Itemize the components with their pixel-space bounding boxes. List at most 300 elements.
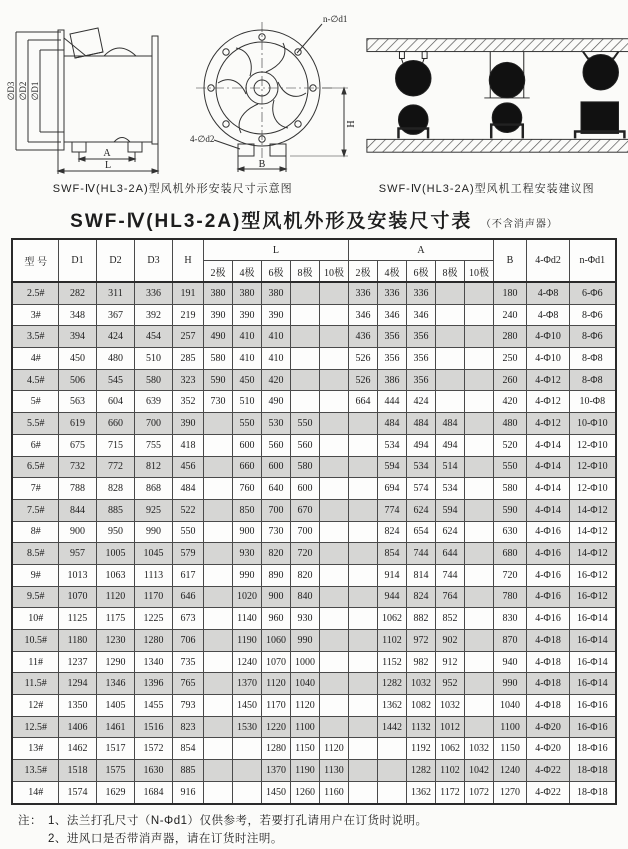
- table-cell: 780: [494, 586, 527, 608]
- table-cell: 4-Φ8: [527, 282, 570, 304]
- table-cell: 560: [261, 434, 290, 456]
- table-cell: 694: [377, 478, 406, 500]
- table-cell: 12-Φ10: [570, 478, 616, 500]
- table-cell: 380: [203, 282, 232, 304]
- table-cell: [348, 478, 377, 500]
- table-cell: 619: [58, 413, 96, 435]
- table-cell: 1032: [464, 738, 493, 760]
- table-cell: 1140: [232, 608, 261, 630]
- table-cell: 700: [290, 521, 319, 543]
- table-cell: 367: [96, 304, 134, 326]
- table-cell: 390: [172, 413, 203, 435]
- table-cell: [232, 781, 261, 803]
- table-cell: 484: [377, 413, 406, 435]
- table-cell: [203, 760, 232, 782]
- table-cell: 12.5#: [12, 716, 58, 738]
- table-cell: 436: [348, 326, 377, 348]
- table-cell: 580: [290, 456, 319, 478]
- table-cell: [464, 716, 493, 738]
- table-cell: 514: [435, 456, 464, 478]
- table-cell: 590: [494, 499, 527, 521]
- table-cell: 6-Φ6: [570, 282, 616, 304]
- table-cell: 930: [290, 608, 319, 630]
- table-cell: 764: [435, 586, 464, 608]
- header-d1: D1: [58, 239, 96, 282]
- table-cell: 346: [348, 304, 377, 326]
- table-cell: 1290: [96, 651, 134, 673]
- table-cell: 1102: [377, 630, 406, 652]
- table-cell: 1450: [232, 695, 261, 717]
- page-title-suffix: （不含消声器）: [481, 219, 558, 230]
- table-cell: 10.5#: [12, 630, 58, 652]
- table-header: [12, 239, 615, 282]
- table-cell: [435, 326, 464, 348]
- table-cell: 990: [290, 630, 319, 652]
- table-cell: [203, 456, 232, 478]
- table-cell: 900: [58, 521, 96, 543]
- table-cell: 673: [172, 608, 203, 630]
- table-cell: 1370: [261, 760, 290, 782]
- table-cell: 8-Φ6: [570, 304, 616, 326]
- table-cell: [435, 369, 464, 391]
- table-cell: 950: [96, 521, 134, 543]
- table-cell: [290, 369, 319, 391]
- table-cell: [435, 391, 464, 413]
- table-cell: 617: [172, 564, 203, 586]
- table-cell: 1170: [261, 695, 290, 717]
- table-cell: 957: [58, 543, 96, 565]
- table-cell: 4-Φ20: [527, 738, 570, 760]
- table-cell: 624: [406, 499, 435, 521]
- table-cell: [203, 478, 232, 500]
- floor-fan-1: [398, 105, 428, 139]
- table-cell: 590: [203, 369, 232, 391]
- installation-suggestion-drawing: [359, 8, 628, 178]
- table-cell: [203, 434, 232, 456]
- table-cell: [377, 781, 406, 803]
- table-cell: 1396: [134, 673, 172, 695]
- table-cell: 854: [172, 738, 203, 760]
- table-cell: 484: [172, 478, 203, 500]
- table-cell: 1102: [435, 760, 464, 782]
- table-cell: [232, 760, 261, 782]
- table-row: [12, 521, 615, 543]
- notes-label: 注：: [18, 812, 48, 831]
- table-cell: [203, 673, 232, 695]
- table-cell: 1240: [494, 760, 527, 782]
- table-cell: 830: [494, 608, 527, 630]
- table-cell: 418: [172, 434, 203, 456]
- table-row: [12, 369, 615, 391]
- dimension-table: [11, 238, 616, 805]
- table-row: [12, 781, 615, 803]
- table-cell: 900: [261, 586, 290, 608]
- table-row: [12, 738, 615, 760]
- header-d3: D3: [134, 239, 172, 282]
- table-cell: 550: [232, 413, 261, 435]
- table-cell: 900: [232, 521, 261, 543]
- table-cell: 6.5#: [12, 456, 58, 478]
- table-cell: 930: [232, 543, 261, 565]
- table-cell: 1125: [58, 608, 96, 630]
- table-cell: 868: [134, 478, 172, 500]
- table-cell: [348, 760, 377, 782]
- table-cell: 410: [232, 326, 261, 348]
- table-cell: 14-Φ12: [570, 543, 616, 565]
- table-cell: [348, 608, 377, 630]
- table-cell: 940: [494, 651, 527, 673]
- table-cell: 755: [134, 434, 172, 456]
- table-cell: 16-Φ14: [570, 630, 616, 652]
- table-cell: [464, 586, 493, 608]
- table-cell: 4-Φ16: [527, 608, 570, 630]
- table-cell: 1180: [58, 630, 96, 652]
- table-cell: 16-Φ14: [570, 673, 616, 695]
- table-cell: 8.5#: [12, 543, 58, 565]
- table-cell: 526: [348, 348, 377, 370]
- table-cell: 1100: [290, 716, 319, 738]
- table-cell: 1132: [406, 716, 435, 738]
- table-cell: 550: [290, 413, 319, 435]
- table-cell: 4-Φ16: [527, 521, 570, 543]
- table-cell: 1152: [377, 651, 406, 673]
- table-cell: [348, 716, 377, 738]
- table-cell: [464, 521, 493, 543]
- table-cell: 850: [232, 499, 261, 521]
- table-cell: [464, 695, 493, 717]
- table-cell: [464, 608, 493, 630]
- table-cell: 706: [172, 630, 203, 652]
- table-cell: 545: [96, 369, 134, 391]
- table-cell: 12-Φ10: [570, 456, 616, 478]
- table-cell: 450: [232, 369, 261, 391]
- table-cell: 336: [348, 282, 377, 304]
- table-cell: 282: [58, 282, 96, 304]
- note-line-2: [18, 830, 628, 849]
- table-cell: [464, 282, 493, 304]
- table-cell: 454: [134, 326, 172, 348]
- table-cell: 1442: [377, 716, 406, 738]
- table-cell: 1012: [435, 716, 464, 738]
- table-cell: 600: [232, 434, 261, 456]
- table-cell: 594: [435, 499, 464, 521]
- table-cell: 944: [377, 586, 406, 608]
- table-cell: 720: [494, 564, 527, 586]
- table-row: [12, 760, 615, 782]
- table-cell: 8#: [12, 521, 58, 543]
- drawings-band: [0, 0, 628, 180]
- table-cell: [319, 326, 348, 348]
- table-cell: 240: [494, 304, 527, 326]
- table-cell: 680: [494, 543, 527, 565]
- table-cell: 9#: [12, 564, 58, 586]
- table-cell: [464, 434, 493, 456]
- table-cell: 390: [203, 304, 232, 326]
- table-cell: 13.5#: [12, 760, 58, 782]
- table-cell: 1062: [377, 608, 406, 630]
- header-model: 型 号: [12, 239, 58, 282]
- table-cell: 914: [377, 564, 406, 586]
- table-cell: 1575: [96, 760, 134, 782]
- header-a-pole-6: 6极: [406, 261, 435, 283]
- dim-label-d1: ∅D1: [30, 82, 40, 101]
- table-cell: 11#: [12, 651, 58, 673]
- table-cell: 916: [172, 781, 203, 803]
- table-cell: [319, 673, 348, 695]
- table-cell: 526: [348, 369, 377, 391]
- table-cell: 4-Φ18: [527, 630, 570, 652]
- table-cell: [348, 781, 377, 803]
- table-cell: 646: [172, 586, 203, 608]
- table-cell: 730: [261, 521, 290, 543]
- table-cell: 8-Φ8: [570, 348, 616, 370]
- table-cell: 4-Φ12: [527, 413, 570, 435]
- table-cell: 1190: [232, 630, 261, 652]
- dim-label-h: H: [346, 120, 357, 127]
- table-cell: 580: [134, 369, 172, 391]
- table-cell: [319, 391, 348, 413]
- table-cell: 4-Φ14: [527, 434, 570, 456]
- table-cell: 3.5#: [12, 326, 58, 348]
- table-cell: 1370: [232, 673, 261, 695]
- table-cell: 250: [494, 348, 527, 370]
- table-cell: 885: [96, 499, 134, 521]
- table-cell: 1100: [494, 716, 527, 738]
- table-row: [12, 282, 615, 304]
- table-cell: 4-Φ14: [527, 499, 570, 521]
- table-cell: 732: [58, 456, 96, 478]
- table-row: [12, 695, 615, 717]
- header-l-pole-8: 8极: [290, 261, 319, 283]
- table-cell: 560: [290, 434, 319, 456]
- table-cell: 16-Φ16: [570, 695, 616, 717]
- table-cell: 1572: [134, 738, 172, 760]
- floor-fan-2: [491, 103, 523, 139]
- table-cell: [348, 564, 377, 586]
- table-cell: 6#: [12, 434, 58, 456]
- table-cell: 11.5#: [12, 673, 58, 695]
- table-cell: 630: [494, 521, 527, 543]
- table-cell: [464, 413, 493, 435]
- floor-slab: [367, 139, 628, 152]
- hanging-fan-3: [583, 52, 619, 90]
- header-b: B: [494, 239, 527, 282]
- table-row: [12, 651, 615, 673]
- header-a-pole-10: 10极: [464, 261, 493, 283]
- table-row: [12, 608, 615, 630]
- table-cell: [464, 391, 493, 413]
- table-cell: 660: [96, 413, 134, 435]
- table-cell: 824: [377, 521, 406, 543]
- table-cell: 1362: [377, 695, 406, 717]
- table-cell: [319, 651, 348, 673]
- table-cell: 1282: [406, 760, 435, 782]
- dim-label-b: B: [259, 159, 266, 170]
- header-l-pole-4: 4极: [232, 261, 261, 283]
- table-cell: 390: [261, 304, 290, 326]
- table-cell: 1120: [96, 586, 134, 608]
- table-cell: 510: [134, 348, 172, 370]
- table-cell: 410: [261, 326, 290, 348]
- table-cell: 13#: [12, 738, 58, 760]
- table-cell: 380: [261, 282, 290, 304]
- table-cell: [435, 282, 464, 304]
- table-cell: 952: [435, 673, 464, 695]
- table-cell: 4#: [12, 348, 58, 370]
- table-cell: 1280: [261, 738, 290, 760]
- table-row: [12, 543, 615, 565]
- table-row: [12, 716, 615, 738]
- table-cell: [203, 695, 232, 717]
- table-cell: 410: [232, 348, 261, 370]
- table-cell: 1518: [58, 760, 96, 782]
- dim-label-d3: ∅D3: [6, 81, 16, 100]
- table-cell: [232, 738, 261, 760]
- table-cell: [464, 651, 493, 673]
- table-cell: [464, 478, 493, 500]
- table-cell: 1150: [494, 738, 527, 760]
- table-cell: 1450: [261, 781, 290, 803]
- table-cell: 820: [290, 564, 319, 586]
- table-cell: [290, 391, 319, 413]
- table-cell: 550: [172, 521, 203, 543]
- table-cell: 4-Φ10: [527, 348, 570, 370]
- hanging-fan-2: [484, 52, 529, 98]
- table-cell: 715: [96, 434, 134, 456]
- table-cell: [348, 586, 377, 608]
- table-cell: 484: [406, 413, 435, 435]
- dim-label-a: A: [103, 148, 111, 159]
- table-cell: 1070: [261, 651, 290, 673]
- table-cell: 336: [377, 282, 406, 304]
- table-cell: 700: [261, 499, 290, 521]
- table-cell: 480: [96, 348, 134, 370]
- table-cell: 600: [261, 456, 290, 478]
- table-cell: 624: [435, 521, 464, 543]
- table-cell: 744: [406, 543, 435, 565]
- table-cell: 7#: [12, 478, 58, 500]
- table-row: [12, 326, 615, 348]
- side-view-caption: SWF-Ⅳ(HL3-2A)型风机外形安装尺寸示意图: [0, 180, 345, 198]
- table-cell: 1192: [406, 738, 435, 760]
- table-cell: 356: [406, 348, 435, 370]
- table-row: [12, 586, 615, 608]
- table-cell: [203, 564, 232, 586]
- table-cell: [464, 543, 493, 565]
- dim-label-n-d1: n-∅d1: [323, 14, 347, 24]
- table-cell: 1120: [319, 738, 348, 760]
- table-cell: 1190: [290, 760, 319, 782]
- table-cell: 1340: [134, 651, 172, 673]
- table-cell: 580: [494, 478, 527, 500]
- table-cell: 3#: [12, 304, 58, 326]
- table-cell: 820: [261, 543, 290, 565]
- table-cell: 352: [172, 391, 203, 413]
- table-cell: 285: [172, 348, 203, 370]
- table-cell: [319, 608, 348, 630]
- table-cell: 18-Φ18: [570, 781, 616, 803]
- table-cell: 1032: [435, 695, 464, 717]
- table-cell: 410: [261, 348, 290, 370]
- dim-label-l: L: [105, 160, 111, 171]
- table-cell: 420: [494, 391, 527, 413]
- table-cell: 670: [290, 499, 319, 521]
- table-cell: 1082: [406, 695, 435, 717]
- table-cell: 534: [435, 478, 464, 500]
- table-cell: 530: [261, 413, 290, 435]
- table-cell: 1062: [435, 738, 464, 760]
- table-cell: 4-Φ14: [527, 478, 570, 500]
- table-cell: 890: [261, 564, 290, 586]
- table-cell: 788: [58, 478, 96, 500]
- header-l-pole-6: 6极: [261, 261, 290, 283]
- table-cell: 191: [172, 282, 203, 304]
- header-d2: D2: [96, 239, 134, 282]
- table-cell: 456: [172, 456, 203, 478]
- table-cell: 870: [494, 630, 527, 652]
- page-title: SWF-Ⅳ(HL3-2A)型风机外形及安装尺寸表: [70, 211, 472, 232]
- table-cell: 1120: [261, 673, 290, 695]
- table-cell: 1230: [96, 630, 134, 652]
- table-cell: 494: [406, 434, 435, 456]
- table-cell: 793: [172, 695, 203, 717]
- table-cell: 1530: [232, 716, 261, 738]
- table-row: [12, 478, 615, 500]
- table-cell: 828: [96, 478, 134, 500]
- table-cell: [464, 564, 493, 586]
- table-cell: 1462: [58, 738, 96, 760]
- table-cell: 730: [203, 391, 232, 413]
- table-cell: 550: [494, 456, 527, 478]
- table-row: [12, 630, 615, 652]
- table-row: [12, 348, 615, 370]
- table-cell: [464, 369, 493, 391]
- table-cell: 14#: [12, 781, 58, 803]
- table-cell: [290, 348, 319, 370]
- table-cell: [319, 434, 348, 456]
- table-cell: 12#: [12, 695, 58, 717]
- fan-front-view-drawing: [184, 8, 359, 178]
- table-cell: [348, 695, 377, 717]
- table-row: [12, 413, 615, 435]
- table-cell: 420: [261, 369, 290, 391]
- table-cell: 840: [290, 586, 319, 608]
- table-cell: 4.5#: [12, 369, 58, 391]
- table-cell: [464, 456, 493, 478]
- table-cell: 4-Φ16: [527, 564, 570, 586]
- table-cell: [319, 499, 348, 521]
- table-cell: 1170: [134, 586, 172, 608]
- table-cell: 844: [58, 499, 96, 521]
- table-cell: 392: [134, 304, 172, 326]
- table-cell: 1172: [435, 781, 464, 803]
- table-cell: 1042: [464, 760, 493, 782]
- table-cell: 494: [435, 434, 464, 456]
- table-cell: 772: [96, 456, 134, 478]
- table-cell: 4-Φ14: [527, 456, 570, 478]
- table-cell: 4-Φ8: [527, 304, 570, 326]
- table-cell: [348, 651, 377, 673]
- table-cell: 594: [377, 456, 406, 478]
- table-cell: [319, 630, 348, 652]
- table-cell: [464, 630, 493, 652]
- table-cell: 450: [58, 348, 96, 370]
- table-cell: 812: [134, 456, 172, 478]
- table-cell: 1260: [290, 781, 319, 803]
- table-cell: 7.5#: [12, 499, 58, 521]
- table-cell: 1461: [96, 716, 134, 738]
- table-cell: [348, 434, 377, 456]
